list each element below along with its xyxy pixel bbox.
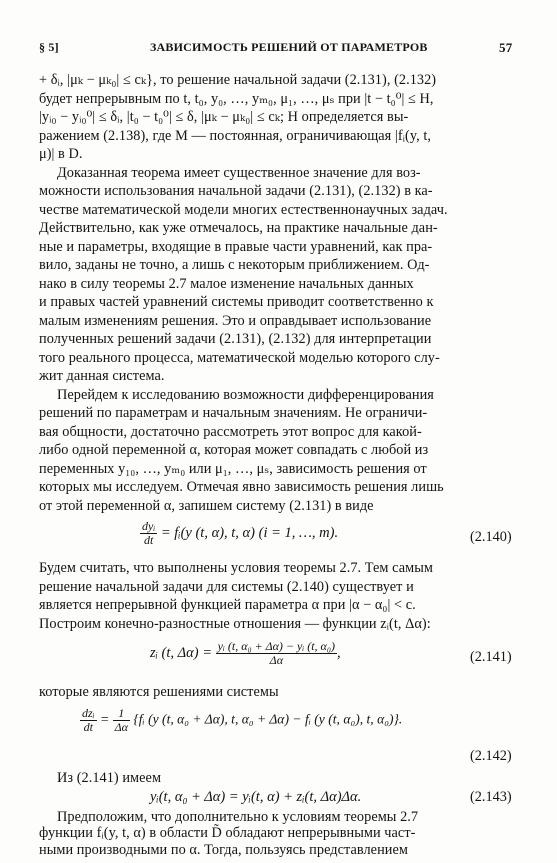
- running-title: ЗАВИСИМОСТЬ РЕШЕНИЙ ОТ ПАРАМЕТРОВ: [150, 40, 428, 54]
- text-line: |yᵢ₀ − yᵢ₀⁰| ≤ δᵢ, |t₀ − t₀⁰| ≤ δ, |μₖ − μₖ₀| ≤ cₖ; H определяется вы-: [39, 109, 409, 125]
- equation-comma: ,: [337, 645, 341, 662]
- fraction-denominator: Δα: [269, 653, 284, 668]
- text-line: честве математической модели многих естественнонаучных задач.: [39, 201, 448, 218]
- fraction-denominator: dt: [143, 533, 154, 548]
- text-line: + δᵢ, |μₖ − μₖ₀| ≤ cₖ}, то решение начальной задачи (2.131), (2.132): [39, 72, 437, 88]
- equation-number: (2.141): [470, 649, 512, 665]
- text-line: решение начальной задачи для системы (2.140) существует и: [39, 578, 414, 595]
- text-line: переменных y₁₀, …, yₘ₀ или μ₁, …, μₛ, зависимость решения от: [39, 460, 427, 477]
- equation-rhs: {fᵢ (y (t, α₀ + Δα), t, α₀ + Δα) − fᵢ (y (t, α₀), t, α₀)}.: [133, 711, 403, 727]
- section-mark: § 5]: [39, 40, 59, 54]
- text-line: будет непрерывным по t, t₀, y₀, …, yₘ₀, μ₁, …, μₛ при |t − t₀⁰| ≤ H,: [39, 90, 434, 107]
- equation-2-141: [150, 640, 341, 667]
- equation-rhs: = fᵢ(y (t, α), t, α) (i = 1, …, m).: [160, 525, 339, 542]
- text-line: от этой переменной α, запишем систему (2.131) в виде: [39, 497, 374, 514]
- text-line: полученных решений задачи (2.131), (2.132) для интерпретации: [39, 331, 432, 348]
- text-line: малым изменениям решения. Это и оправдывает использование: [39, 312, 432, 329]
- fraction-denominator: Δα: [114, 719, 128, 734]
- text-line: того реального процесса, математической моделью которого слу-: [39, 349, 440, 366]
- equation-number: (2.143): [470, 789, 512, 806]
- page-number: 57: [499, 40, 513, 55]
- text-line: Действительно, как уже отмечалось, на практике начальные дан-: [39, 220, 438, 237]
- text-line: Будем считать, что выполнены условия теоремы 2.7. Тем самым: [39, 560, 433, 577]
- derivative-fraction: [140, 520, 157, 547]
- text-line: Из (2.141) имеем: [57, 769, 162, 786]
- equation-number: (2.140): [470, 529, 512, 546]
- text-line: Предположим, что дополнительно к условиям теоремы 2.7: [57, 808, 419, 825]
- text-line: ные и параметры, входящие в правые части уравнений, как пра-: [39, 238, 433, 255]
- text-line: Перейдем к исследованию возможности дифференцирования: [57, 386, 434, 403]
- text-line: можности использования начальной задачи (2.131), (2.132) в ка-: [39, 183, 433, 200]
- fraction-numerator: 1: [113, 707, 130, 721]
- fraction-numerator: dzᵢ: [82, 705, 95, 720]
- text-line: является непрерывной функцией параметра α при |α − α₀| < c.: [39, 597, 416, 614]
- text-line: Построим конечно-разностные отношения — функции zᵢ(t, Δα):: [39, 615, 431, 632]
- text-line: вило, заданы не точно, а лишь с некоторым приближением. Од-: [39, 257, 430, 274]
- equation-2-142: $\frac{\text{dzᵢ}}{dt}$ = $\frac{1}{\Delta\alpha}$ {fᵢ (y (t, α₀ + Δα), t, α₀ + Δα) − fᵢ (y (t, α₀), t, α₀)}.: [82, 705, 403, 734]
- equation-number: (2.142): [470, 747, 512, 764]
- text-line: либо одной переменной α, которая может совпадать с любой из: [39, 442, 429, 459]
- fraction-numerator: dyᵢ: [142, 519, 156, 534]
- fraction-denominator: dt: [83, 719, 93, 734]
- equation-2-143: yᵢ(t, α₀ + Δα) = yᵢ(t, α) + zᵢ(t, Δα)Δα.: [150, 789, 362, 806]
- text-line: вая общности, достаточно рассмотреть этот вопрос для какой-: [39, 423, 422, 440]
- text-line: функции fᵢ(y, t, α) в области D̃ обладают непрерывными част-: [39, 825, 416, 842]
- text-line: ражением (2.138), где M — постоянная, ограничивающая |fᵢ(y, t,: [39, 127, 432, 144]
- text-line: Доказанная теорема имеет существенное значение для воз-: [57, 164, 421, 181]
- text-line: μ)| в D.: [39, 146, 83, 163]
- difference-fraction: [216, 640, 337, 667]
- equation-2-140: [140, 520, 338, 547]
- text-line: которые являются решениями системы: [39, 684, 279, 701]
- text-line: и правых частей уравнений системы приводит соответственно к: [39, 294, 434, 311]
- text-line: нако в силу теоремы 2.7 малое изменение начальных данных: [39, 275, 414, 292]
- reciprocal-fraction: [113, 707, 130, 734]
- text-line: жит данная система.: [39, 368, 165, 385]
- text-line: ными производными по α. Тогда, пользуясь представлением: [39, 842, 408, 858]
- derivative-fraction: [80, 707, 97, 734]
- text-line: которых мы исследуем. Отмечая явно зависимость решения лишь: [39, 479, 444, 496]
- equation-lhs: zᵢ (t, Δα) =: [150, 645, 213, 662]
- fraction-numerator: yᵢ (t, α₀ + Δα) − yᵢ (t, α₀): [217, 639, 336, 654]
- text-line: решений по параметрам и начальным значениям. Не ограничи-: [39, 405, 428, 422]
